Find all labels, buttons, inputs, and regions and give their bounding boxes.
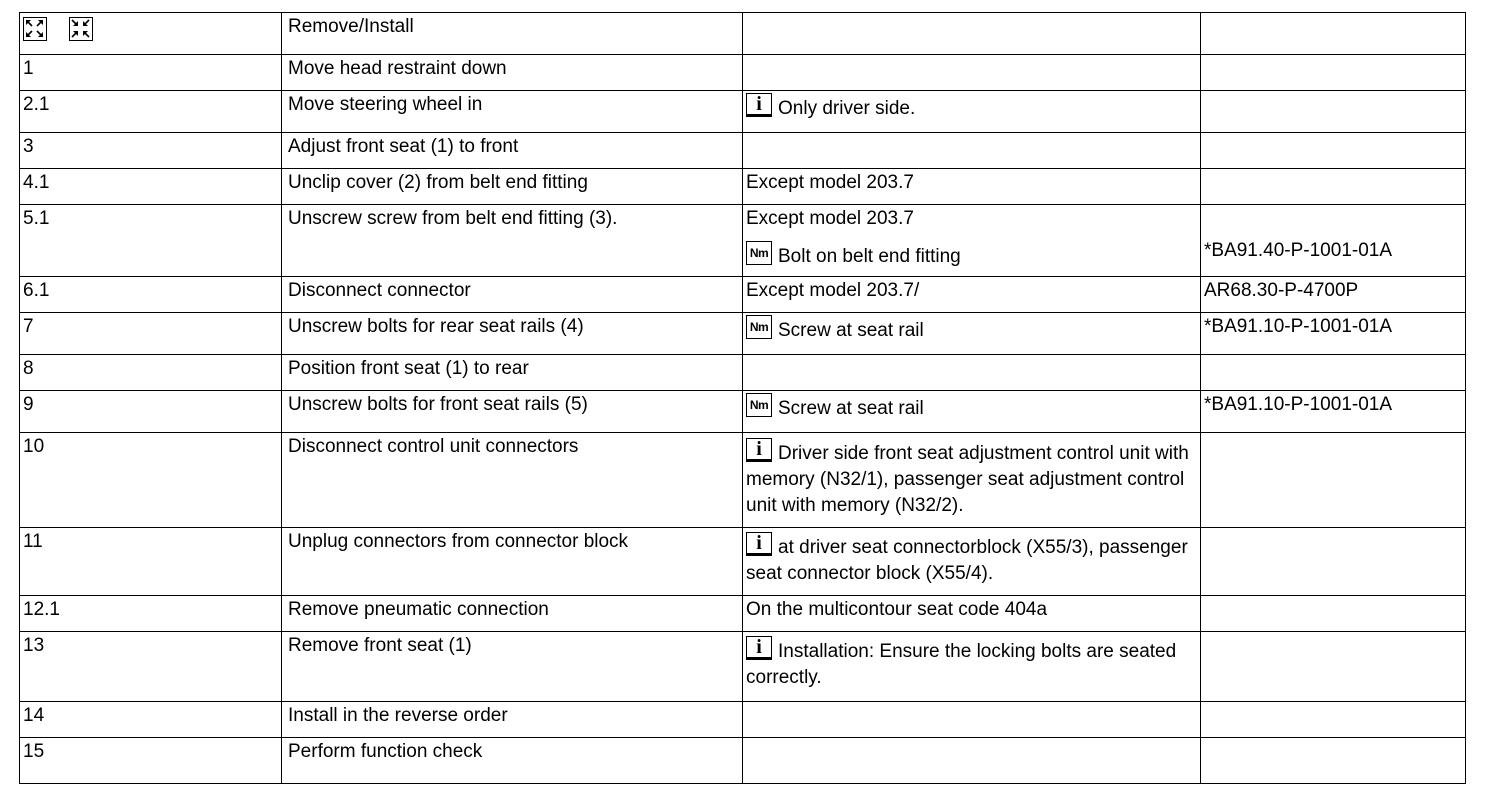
step-number: 1 xyxy=(20,55,282,91)
step-action: Install in the reverse order xyxy=(282,702,743,738)
header-icons-cell xyxy=(20,13,282,55)
step-note: Except model 203.7/ xyxy=(743,277,1201,313)
table-row xyxy=(20,91,1466,133)
info-icon: i xyxy=(746,636,772,660)
step-note: On the multicontour seat code 404a xyxy=(743,596,1201,632)
collapse-arrows-icon[interactable] xyxy=(69,17,93,41)
header-title: Remove/Install xyxy=(282,13,743,55)
info-icon: i xyxy=(746,93,772,117)
step-ref-link[interactable]: *BA91.40-P-1001-01A xyxy=(1204,240,1393,261)
torque-nm-icon: Nm xyxy=(746,315,772,339)
step-note xyxy=(743,391,1201,433)
table-row xyxy=(20,55,1466,91)
step-action: Move head restraint down xyxy=(282,55,743,91)
step-ref xyxy=(1201,55,1466,91)
step-number: 10 xyxy=(20,433,282,528)
step-number: 4.1 xyxy=(20,169,282,205)
step-note xyxy=(743,433,1201,528)
step-note-text: Installation: Ensure the locking bolts are seated correctly. xyxy=(746,641,1177,688)
step-number: 3 xyxy=(20,133,282,169)
step-note-text: Screw at seat rail xyxy=(778,398,924,419)
step-ref xyxy=(1201,632,1466,702)
step-number: 15 xyxy=(20,738,282,784)
step-note: Except model 203.7 xyxy=(743,169,1201,205)
step-action: Unscrew screw from belt end fitting (3). xyxy=(282,205,743,277)
step-note xyxy=(743,738,1201,784)
step-action: Adjust front seat (1) to front xyxy=(282,133,743,169)
step-note-text: Driver side front seat adjustment control unit with memory (N32/1), passenger seat adjustment control unit with memory (N32/2). xyxy=(746,443,1189,516)
step-note xyxy=(743,355,1201,391)
step-ref[interactable] xyxy=(1201,205,1466,277)
step-note xyxy=(743,313,1201,355)
step-number: 11 xyxy=(20,528,282,596)
step-number: 7 xyxy=(20,313,282,355)
step-number: 6.1 xyxy=(20,277,282,313)
step-number: 2.1 xyxy=(20,91,282,133)
step-ref xyxy=(1201,738,1466,784)
step-action: Unscrew bolts for rear seat rails (4) xyxy=(282,313,743,355)
step-ref-link[interactable]: AR68.30-P-4700P xyxy=(1204,280,1359,301)
table-row xyxy=(20,313,1466,355)
step-note xyxy=(743,91,1201,133)
header-note-cell xyxy=(743,13,1201,55)
step-action: Remove pneumatic connection xyxy=(282,596,743,632)
step-ref-link[interactable]: *BA91.10-P-1001-01A xyxy=(1204,316,1393,337)
step-note-text: Screw at seat rail xyxy=(778,320,924,341)
table-row xyxy=(20,169,1466,205)
table-row xyxy=(20,738,1466,784)
step-note-text: Except model 203.7 xyxy=(746,208,914,229)
step-note xyxy=(743,205,1201,277)
step-action: Remove front seat (1) xyxy=(282,632,743,702)
step-ref-link[interactable]: *BA91.10-P-1001-01A xyxy=(1204,394,1393,415)
step-number: 14 xyxy=(20,702,282,738)
step-ref xyxy=(1201,133,1466,169)
step-action: Unclip cover (2) from belt end fitting xyxy=(282,169,743,205)
table-row xyxy=(20,596,1466,632)
step-ref[interactable] xyxy=(1201,391,1466,433)
step-number: 5.1 xyxy=(20,205,282,277)
step-note-text: at driver seat connectorblock (X55/3), passenger seat connector block (X55/4). xyxy=(746,537,1188,584)
step-action: Unscrew bolts for front seat rails (5) xyxy=(282,391,743,433)
step-ref xyxy=(1201,355,1466,391)
step-number: 8 xyxy=(20,355,282,391)
table-row xyxy=(20,528,1466,596)
step-action: Disconnect connector xyxy=(282,277,743,313)
step-note xyxy=(743,702,1201,738)
step-action: Move steering wheel in xyxy=(282,91,743,133)
step-ref xyxy=(1201,596,1466,632)
step-ref xyxy=(1201,169,1466,205)
step-ref xyxy=(1201,91,1466,133)
expand-arrows-icon[interactable] xyxy=(23,17,47,41)
table-row xyxy=(20,277,1466,313)
step-action: Position front seat (1) to rear xyxy=(282,355,743,391)
table-row xyxy=(20,702,1466,738)
step-note xyxy=(743,528,1201,596)
table-row xyxy=(20,205,1466,277)
table-row xyxy=(20,632,1466,702)
step-action: Disconnect control unit connectors xyxy=(282,433,743,528)
table-row xyxy=(20,433,1466,528)
header-row xyxy=(20,13,1466,55)
step-note2-text: Bolt on belt end fitting xyxy=(778,246,961,267)
step-action: Perform function check xyxy=(282,738,743,784)
step-number: 13 xyxy=(20,632,282,702)
step-ref xyxy=(1201,702,1466,738)
table-row xyxy=(20,355,1466,391)
info-icon: i xyxy=(746,532,772,556)
step-note xyxy=(743,133,1201,169)
info-icon: i xyxy=(746,438,772,462)
step-note-text: Only driver side. xyxy=(778,98,916,119)
step-number: 12.1 xyxy=(20,596,282,632)
step-ref xyxy=(1201,433,1466,528)
step-ref[interactable] xyxy=(1201,313,1466,355)
table-row xyxy=(20,133,1466,169)
step-ref xyxy=(1201,528,1466,596)
step-number: 9 xyxy=(20,391,282,433)
step-note xyxy=(743,55,1201,91)
step-ref[interactable] xyxy=(1201,277,1466,313)
step-note xyxy=(743,632,1201,702)
step-action: Unplug connectors from connector block xyxy=(282,528,743,596)
header-ref-cell xyxy=(1201,13,1466,55)
table-row xyxy=(20,391,1466,433)
torque-nm-icon: Nm xyxy=(746,393,772,417)
procedure-table xyxy=(19,12,1466,784)
torque-nm-icon: Nm xyxy=(746,241,772,265)
